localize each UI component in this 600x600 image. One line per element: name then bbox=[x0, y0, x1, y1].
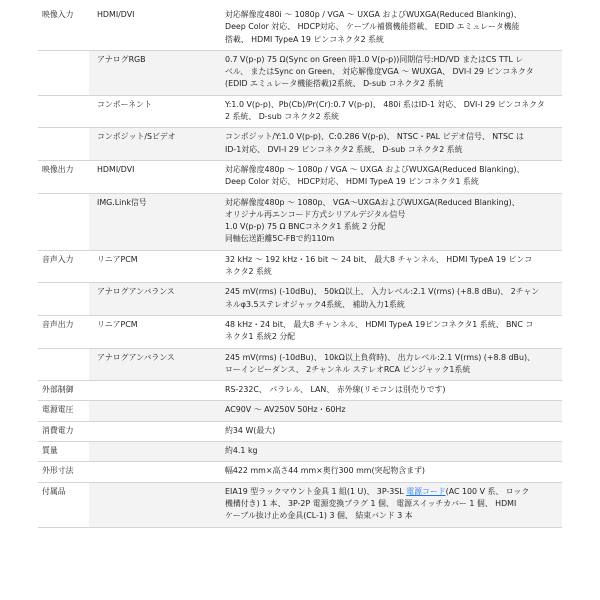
row-subcategory: HDMI/DVI bbox=[89, 6, 219, 50]
row-category bbox=[38, 128, 89, 161]
value-line: ネクタ2 系統 bbox=[225, 267, 272, 277]
value-line: 1.0 V(p-p) 75 Ω BNCコネクタ1 系統 2 分配 bbox=[225, 222, 386, 232]
row-category: 音声入力 bbox=[38, 250, 89, 283]
value-line: 2 系統、 D-sub コネクタ2 系統 bbox=[225, 112, 339, 122]
row-category: 付属品 bbox=[38, 482, 89, 527]
row-value bbox=[219, 315, 562, 348]
row-value bbox=[219, 381, 562, 401]
row-value bbox=[219, 50, 562, 95]
value-line: Deep Color 対応、 HDCP対応、 HDMI TypeA 19 ピンコネクタ1 系統 bbox=[225, 177, 479, 187]
row-category: 外形寸法 bbox=[38, 462, 89, 482]
row-subcategory: HDMI/DVI bbox=[89, 160, 219, 193]
row-category: 映像入力 bbox=[38, 6, 89, 50]
row-value bbox=[219, 283, 562, 316]
row-subcategory: アナログアンバランス bbox=[89, 348, 219, 381]
value-line: ベル、 またはSync on Green、 対応解像度VGA ～ WUXGA、 DVI-I 29 ピンコネクタ bbox=[225, 67, 534, 77]
row-category bbox=[38, 348, 89, 381]
row-value bbox=[219, 348, 562, 381]
value-line: 48 kHz・24 bit、 最大8 チャンネル、 HDMI TypeA 19ピンコネクタ1 系統、 BNC コ bbox=[225, 319, 534, 329]
value-line: 機構付き) 1 本、 3P-2P 電源変換プラグ 1 個、 電源スイッチカバー 1 個、 HDMI bbox=[225, 498, 517, 508]
value-line bbox=[225, 486, 554, 498]
row-value bbox=[219, 421, 562, 441]
value-line: 245 mV(rms) (-10dBu)、 50kΩ以上、 入力レベル:2.1 V(rms) (+8.8 dBu)、 2チャン bbox=[225, 287, 540, 297]
row-category: 質量 bbox=[38, 442, 89, 462]
value-line: ID-1対応、 DVI-I 29 ピンコネクタ2 系統、 D-sub コネクタ2 系統 bbox=[225, 144, 463, 154]
row-value bbox=[219, 193, 562, 250]
power-cord-link[interactable]: 電源コード bbox=[406, 486, 446, 496]
value-line: 搭載、 HDMI TypeA 19 ピンコネクタ2 系統 bbox=[225, 34, 384, 44]
row-subcategory: コンポーネント bbox=[89, 95, 219, 128]
value-line: (EDID エミュレータ機能搭載)2系統、 D-sub コネクタ2 系統 bbox=[225, 79, 444, 89]
value-line: Y:1.0 V(p-p)、Pb(Cb)/Pr(Cr):0.7 V(p-p)、 480i 系はID-1 対応、 DVI-I 29 ピンコネクタ bbox=[225, 99, 545, 109]
table-row bbox=[38, 421, 562, 441]
row-subcategory bbox=[89, 442, 219, 462]
value-line: ネクタ1 系統2 分配 bbox=[225, 332, 296, 342]
table-row bbox=[38, 50, 562, 95]
row-subcategory: リニアPCM bbox=[89, 250, 219, 283]
row-subcategory: アナログアンバランス bbox=[89, 283, 219, 316]
table-row bbox=[38, 283, 562, 316]
row-category: 消費電力 bbox=[38, 421, 89, 441]
row-subcategory bbox=[89, 462, 219, 482]
value-line: Deep Color 対応、 HDCP対応、 ケーブル補償機能搭載、 EDID エミュレータ機能 bbox=[225, 22, 520, 32]
table-row bbox=[38, 401, 562, 421]
value-line: 対応解像度480p ～ 1080p / VGA ～ UXGA およびWUXGA(Reduced Blanking)、 bbox=[225, 164, 525, 174]
row-subcategory bbox=[89, 482, 219, 527]
value-line: 245 mV(rms) (-10dBu)、 10kΩ以上負荷時)、 出力レベル:2.1 V(rms) (+8.8 dBu)、 bbox=[225, 352, 535, 362]
row-category bbox=[38, 50, 89, 95]
table-row bbox=[38, 160, 562, 193]
value-line: 幅422 mm×高さ44 mm×奥行300 mm(突起物含まず) bbox=[225, 466, 425, 476]
row-subcategory: アナログRGB bbox=[89, 50, 219, 95]
value-line: 対応解像度480p ～ 1080p、 VGA～UXGAおよびWUXGA(Reduced Blanking)、 bbox=[225, 197, 520, 207]
value-line: ネルφ3.5ステレオジャック4系統、 補助入力1系統 bbox=[225, 299, 405, 309]
value-line: 同軸伝送距離5C-FBで約110m bbox=[225, 234, 335, 244]
value-line: ローインピーダンス、 2チャンネル ステレオRCA ピンジャック1系統 bbox=[225, 364, 471, 374]
table-row bbox=[38, 482, 562, 527]
value-line: オリジナル再エンコード方式シリアルデジタル信号 bbox=[225, 209, 406, 219]
table-row bbox=[38, 193, 562, 250]
table-row bbox=[38, 462, 562, 482]
row-subcategory bbox=[89, 421, 219, 441]
row-category bbox=[38, 283, 89, 316]
row-category: 外部制御 bbox=[38, 381, 89, 401]
accessory-text: EIA19 型ラックマウント金具 1 組(1 U)、 3P-3SL bbox=[225, 486, 407, 496]
row-value bbox=[219, 250, 562, 283]
table-row bbox=[38, 6, 562, 50]
value-line: ケーブル抜け止め金具(CL-1) 3 個、 結束バンド 3 本 bbox=[225, 511, 413, 521]
value-line: 約34 W(最大) bbox=[225, 425, 276, 435]
table-row bbox=[38, 315, 562, 348]
value-line: 0.7 V(p-p) 75 Ω(Sync on Green 時1.0 V(p-p))同期信号:HD/VD またはCS TTL レ bbox=[225, 54, 524, 64]
spec-table bbox=[38, 6, 562, 528]
row-subcategory: リニアPCM bbox=[89, 315, 219, 348]
value-line: コンポジット/Y:1.0 V(p-p)、C:0.286 V(p-p)、 NTSC・PAL ビデオ信号、 NTSC は bbox=[225, 132, 524, 142]
row-category bbox=[38, 193, 89, 250]
row-category bbox=[38, 95, 89, 128]
value-line: RS-232C、 パラレル、 LAN、 赤外線(リモコンは別売りです) bbox=[225, 385, 446, 395]
row-category: 映像出力 bbox=[38, 160, 89, 193]
row-value bbox=[219, 442, 562, 462]
row-subcategory: IMG.Link信号 bbox=[89, 193, 219, 250]
value-line: 対応解像度480i ～ 1080p / VGA ～ UXGA およびWUXGA(Reduced Blanking)、 bbox=[225, 10, 522, 19]
value-line: AC90V ～ AV250V 50Hz・60Hz bbox=[225, 405, 346, 415]
row-value bbox=[219, 462, 562, 482]
row-value bbox=[219, 401, 562, 421]
row-subcategory: コンポジット/Sビデオ bbox=[89, 128, 219, 161]
table-row bbox=[38, 442, 562, 462]
row-subcategory bbox=[89, 381, 219, 401]
value-line: 約4.1 kg bbox=[225, 446, 258, 456]
row-value bbox=[219, 160, 562, 193]
accessory-text: (AC 100 V 系、 ロック bbox=[445, 486, 530, 496]
row-value bbox=[219, 482, 562, 527]
table-row bbox=[38, 250, 562, 283]
table-row bbox=[38, 128, 562, 161]
table-row bbox=[38, 381, 562, 401]
spec-sheet bbox=[38, 6, 562, 528]
row-subcategory bbox=[89, 401, 219, 421]
row-value bbox=[219, 6, 562, 50]
row-value bbox=[219, 95, 562, 128]
table-row bbox=[38, 348, 562, 381]
table-row bbox=[38, 95, 562, 128]
row-category: 音声出力 bbox=[38, 315, 89, 348]
row-category: 電源電圧 bbox=[38, 401, 89, 421]
value-line: 32 kHz ～ 192 kHz・16 bit ～ 24 bit、 最大8 チャンネル、 HDMI TypeA 19 ピンコ bbox=[225, 254, 533, 264]
row-value bbox=[219, 128, 562, 161]
